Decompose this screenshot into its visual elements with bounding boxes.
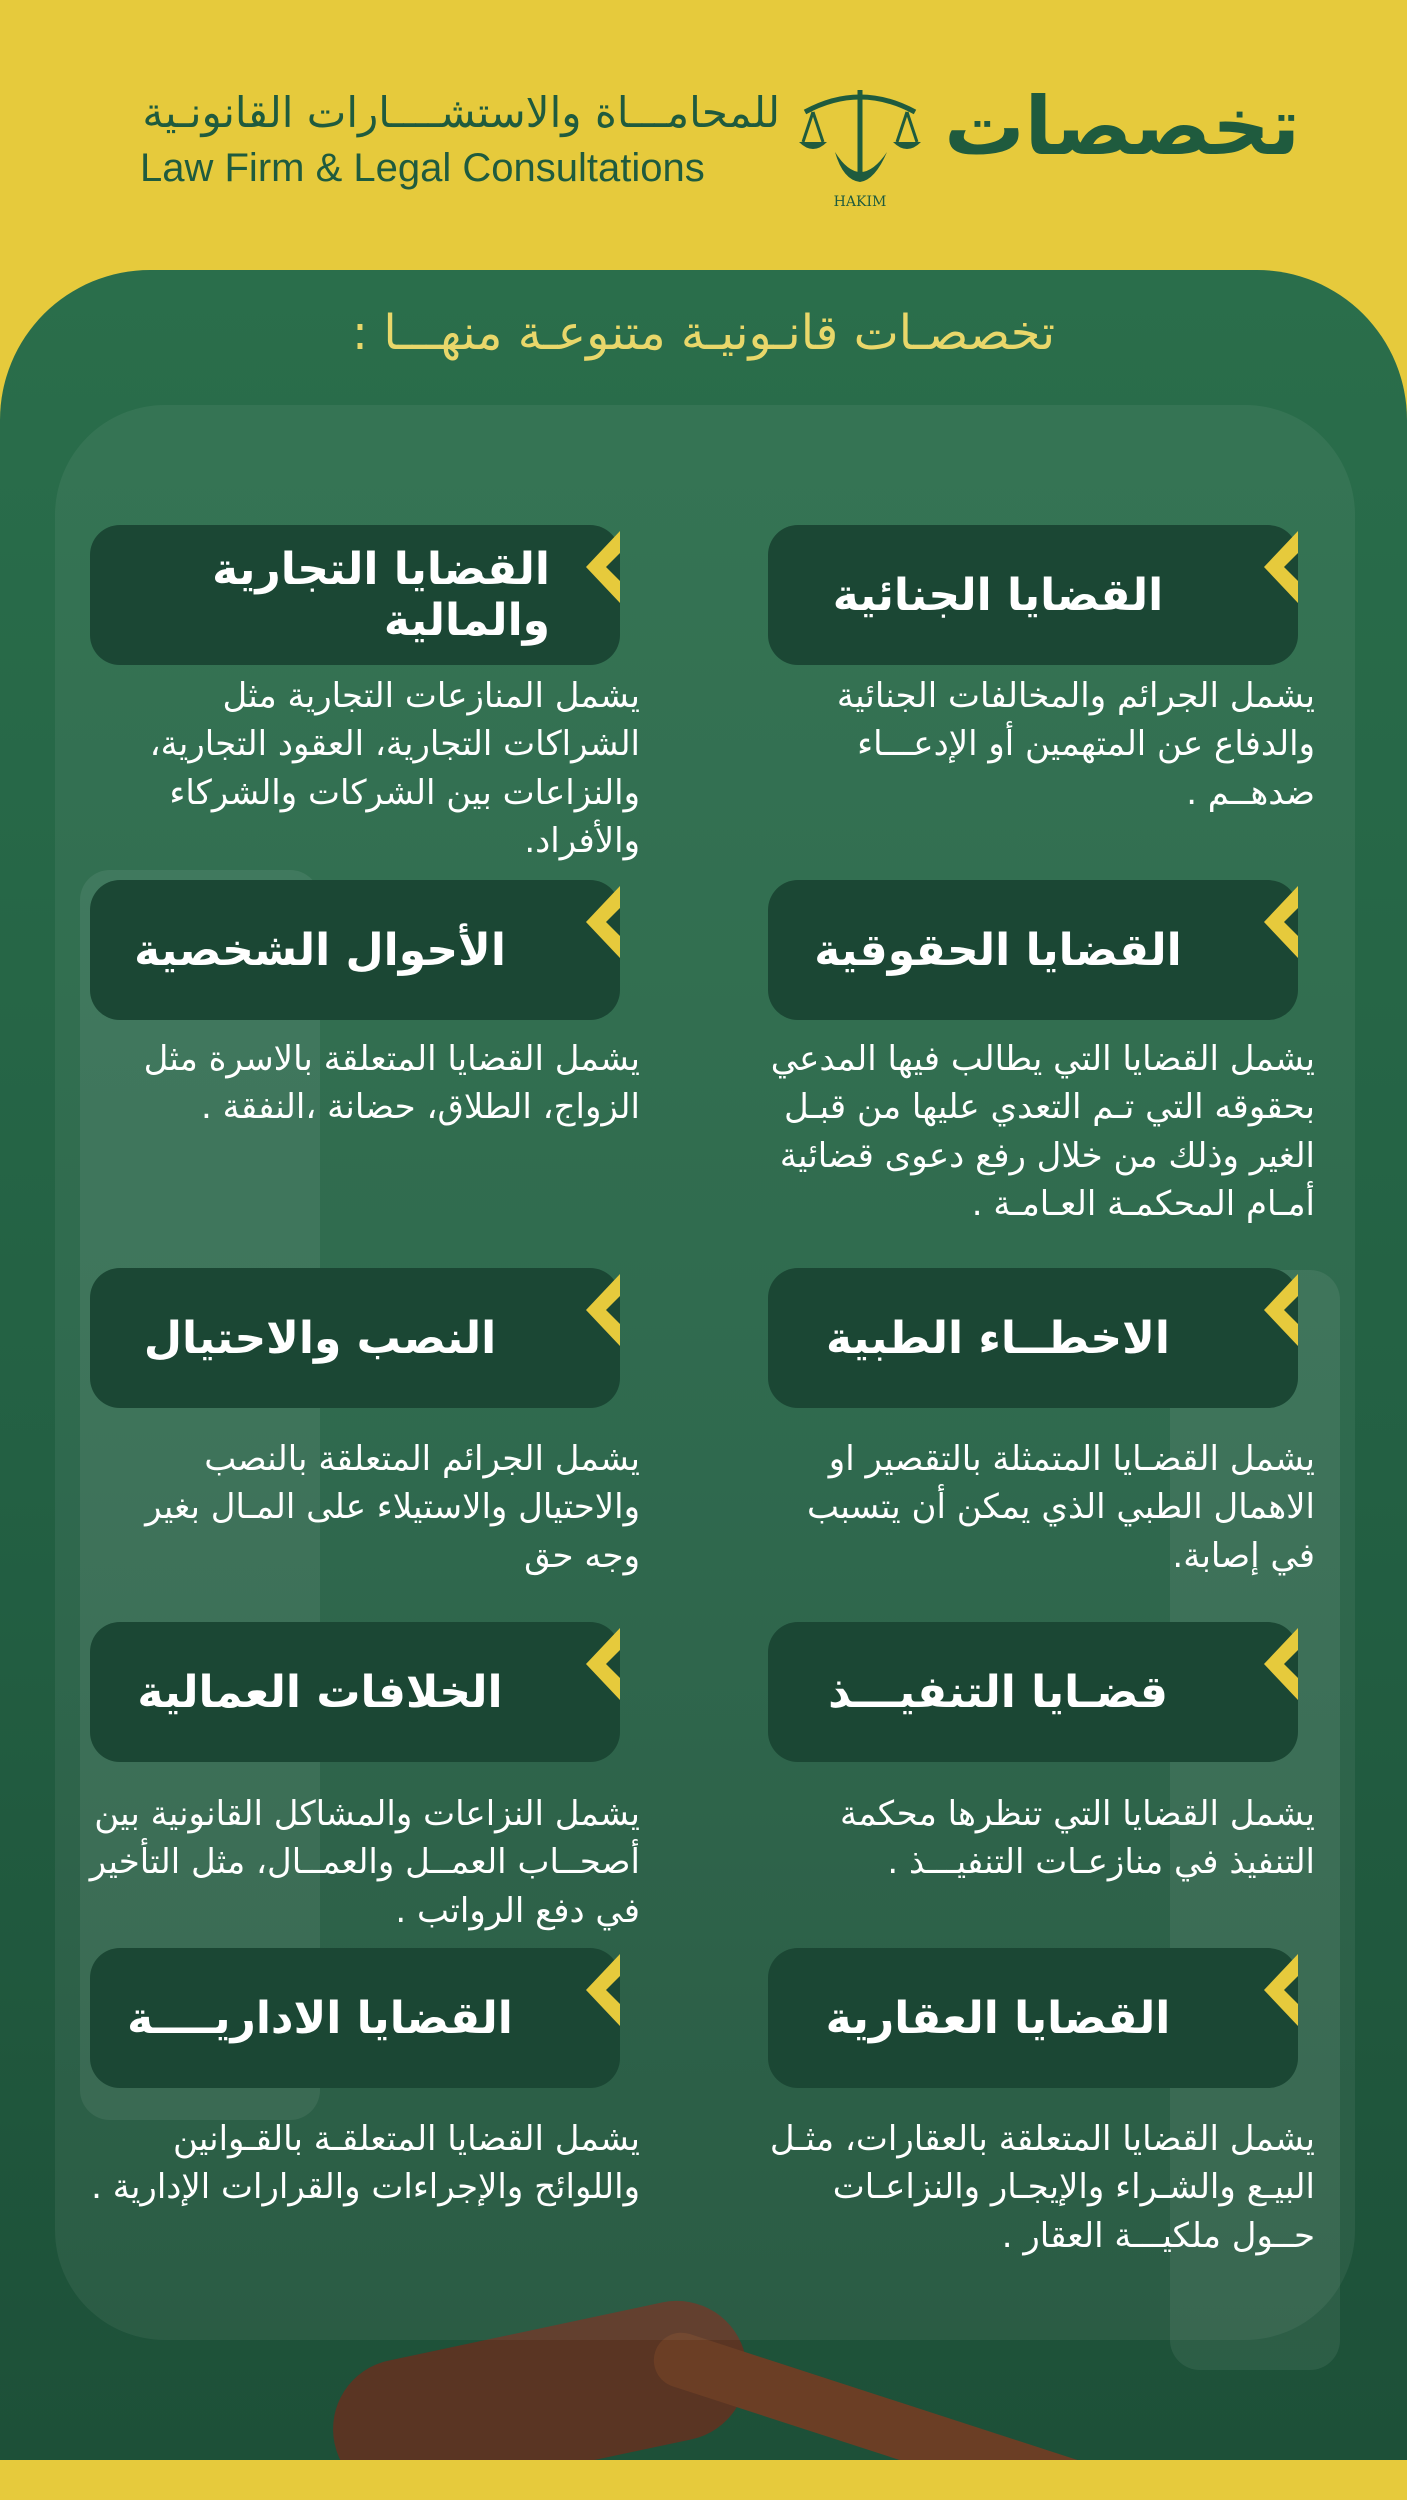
specialty-title: الأحوال الشخصية [134, 924, 506, 976]
specialty-title-box [90, 1268, 620, 1408]
page-title: تخصصات [944, 80, 1300, 173]
specialty-description: يشمل القضايا التي تنظرها محكمة التنفيذ في منازعـات التنفيـــذ . [840, 1794, 1315, 1883]
chevron-left-icon [1258, 884, 1302, 960]
specialty-description: يشمل الجرائم والمخالفات الجنائية والدفاع عن المتهمين أو الإدعـــاء ضدهــم . [836, 676, 1315, 813]
specialty-description: يشمل المنازعات التجارية مثل الشراكات التجارية، العقود التجارية، والنزاعات بين الشركات والشركاء والأفراد. [149, 676, 640, 861]
specialty-description: يشمل القضايا المتعلقة بالاسرة مثل الزواج، الطلاق، حضانة ،النفقة . [143, 1039, 640, 1128]
specialty-title-box [768, 525, 1298, 665]
specialty-title-box [768, 880, 1298, 1020]
chevron-left-icon [580, 1952, 624, 2028]
specialty-title-box [90, 880, 620, 1020]
chevron-left-icon [580, 529, 624, 605]
specialty-title-box [768, 1268, 1298, 1408]
specialty-title-box [90, 1948, 620, 2088]
chevron-left-icon [1258, 1272, 1302, 1348]
specialty-title: قضـايا التنفيـــذ [828, 1666, 1168, 1718]
specialty-description: يشمل الجرائم المتعلقة بالنصب والاحتيال والاستيلاء على المـال بغير وجه حق [145, 1439, 640, 1576]
specialty-title: الاخطــاء الطبية [826, 1312, 1170, 1364]
specialty-title-box [768, 1948, 1298, 2088]
section-subtitle: تخصصـات قانـونيـة متنوعـة منهـــا : [351, 305, 1056, 361]
specialty-description: يشمل القضايا المتعلقـة بالقـوانين واللوائح والإجراءات والقرارات الإدارية . [91, 2119, 640, 2208]
firm-name-arabic: للمحامـــاة والاستشــــارات القانونـية [142, 88, 780, 137]
chevron-left-icon [1258, 1952, 1302, 2028]
specialty-title: القضايا التجارية والمالية [212, 544, 550, 646]
chevron-left-icon [580, 884, 624, 960]
chevron-left-icon [1258, 1626, 1302, 1702]
specialty-title: القضايا الاداريــــة [127, 1992, 513, 2044]
specialty-title: القضايا الجنائية [832, 569, 1164, 621]
scales-of-justice-icon [795, 82, 925, 212]
chevron-left-icon [580, 1626, 624, 1702]
specialty-description: يشمل النزاعات والمشاكل القانونية بين أصحــاب العمــل والعمــال، مثل التأخير في دفع الرواتب . [89, 1794, 640, 1931]
specialty-title: القضايا العقارية [825, 1992, 1171, 2044]
specialty-description: يشمل القضـايا المتمثلة بالتقصير او الاهمال الطبي الذي يمكن أن يتسبب في إصابة. [807, 1439, 1315, 1576]
logo-text: HAKIM [833, 194, 887, 210]
specialty-description: يشمل القضايا المتعلقة بالعقارات، مثـل البيـع والشـراء والإيجـار والنزاعـات حــول ملكيـــة العقار . [769, 2119, 1315, 2256]
chevron-left-icon [580, 1272, 624, 1348]
specialty-title-box [768, 1622, 1298, 1762]
header [0, 0, 1407, 270]
specialty-title: الخلافات العمالية [137, 1666, 503, 1718]
specialty-description: يشمل القضايا التي يطالب فيها المدعي بحقوقه التي تـم التعدي عليها من قبـل الغير وذلك من خلال رفع دعوى قضائية أمـام المحكمـة العـامـة . [770, 1039, 1315, 1224]
chevron-left-icon [1258, 529, 1302, 605]
specialty-title-box [90, 525, 620, 665]
firm-name-english: Law Firm & Legal Consultations [140, 146, 705, 190]
specialty-title: القضايا الحقوقية [814, 924, 1182, 976]
specialty-title: النصب والاحتيال [143, 1312, 497, 1364]
specialty-title-box [90, 1622, 620, 1762]
